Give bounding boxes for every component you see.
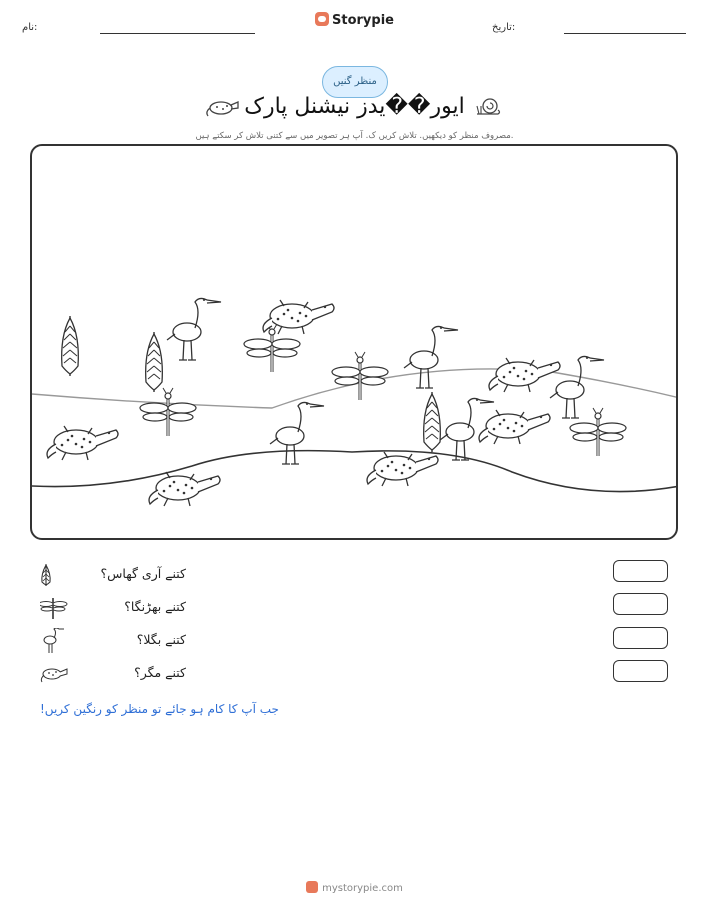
answer-box[interactable]: [613, 593, 668, 615]
question-row: [40, 595, 200, 621]
date-label: تاریخ:: [492, 22, 516, 33]
heron: [270, 402, 324, 464]
category-badge: منظر گنیں: [322, 66, 388, 98]
date-line[interactable]: [564, 33, 686, 34]
question-row: [40, 661, 200, 687]
heron: [167, 298, 221, 360]
brand-logo: Storypie: [0, 12, 709, 28]
question-text: کتنے بھڑنگا؟: [124, 599, 186, 614]
sawgrass: [424, 392, 441, 452]
footer: [0, 881, 709, 894]
alligator: [367, 452, 438, 486]
dragonfly: [244, 324, 300, 372]
alligator: [479, 410, 550, 444]
snail-icon: [474, 94, 502, 118]
answer-box[interactable]: [613, 560, 668, 582]
footer-url[interactable]: mystorypie.com: [322, 883, 403, 894]
alligator-icon: [40, 661, 68, 687]
question-text: کتنے مگر؟: [134, 665, 186, 680]
question-text: کتنے بگلا؟: [136, 632, 186, 647]
answer-box[interactable]: [613, 627, 668, 649]
sawgrass-icon: [40, 562, 68, 588]
dragonfly: [332, 352, 388, 400]
search-scene: [30, 144, 678, 540]
heron-icon: [40, 628, 68, 654]
dragonfly: [570, 408, 626, 456]
name-line[interactable]: [100, 33, 255, 34]
alligator: [149, 472, 220, 506]
coloring-note: جب آپ کا کام ہو جائے تو منظر کو رنگین کریں!: [40, 702, 279, 716]
sawgrass: [146, 332, 163, 392]
sawgrass: [62, 316, 79, 376]
instructions: مصروف منظر کو دیکھیں. تلاش کریں ک. آپ ہر تصویر میں سے کتنی تلاش کر سکتے ہیں.: [195, 131, 514, 141]
question-row: [40, 628, 200, 654]
page-title: ایور��یدز نیشنل پارک: [244, 94, 465, 119]
name-label: نام:: [22, 22, 38, 33]
alligator: [47, 426, 118, 460]
heron: [404, 326, 458, 388]
scene-drawing: [32, 146, 678, 540]
storypie-logo-icon: [306, 881, 318, 893]
alligator: [489, 358, 560, 392]
question-row: [40, 562, 200, 588]
dragonfly-icon: [40, 595, 68, 621]
dragonfly: [140, 388, 196, 436]
answer-box[interactable]: [613, 660, 668, 682]
storypie-logo-icon: [315, 12, 329, 26]
question-text: کتنے آری گھاس؟: [100, 566, 186, 581]
